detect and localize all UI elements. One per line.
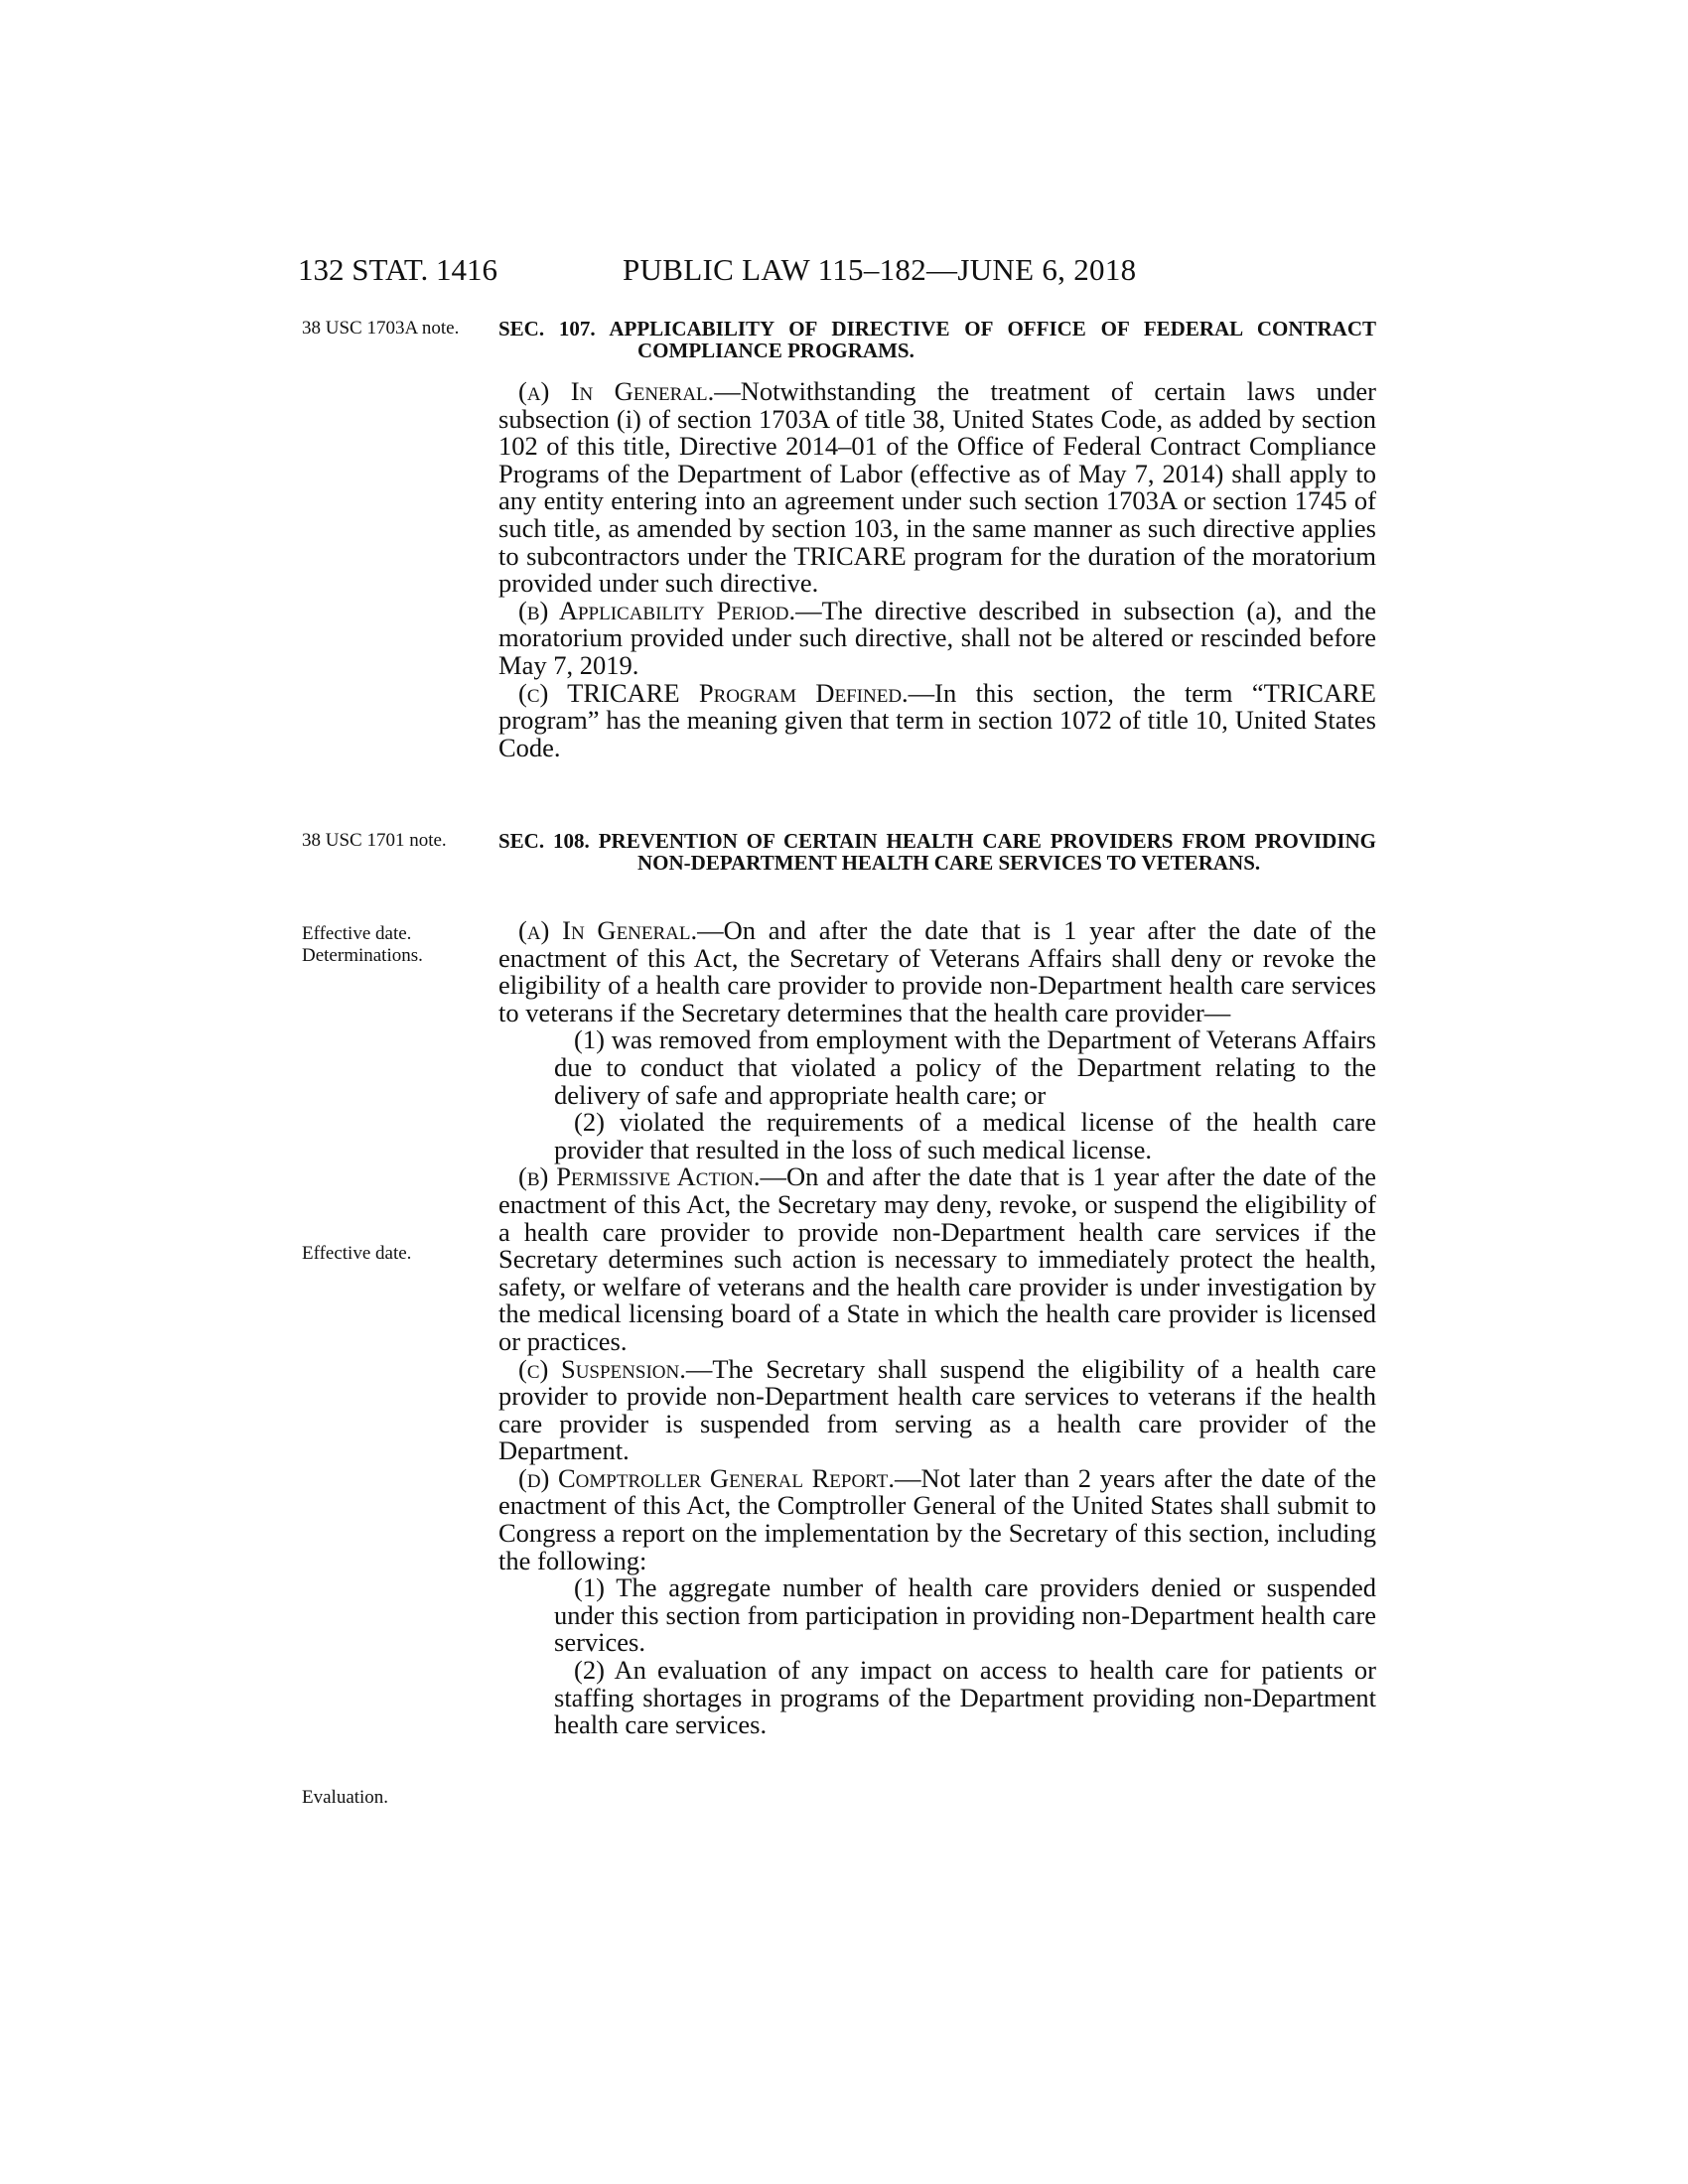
subsection-text: —The directive described in subsection (a), and the moratorium provided under such directive, shall not be altered or rescinded before May 7, 2019. xyxy=(498,595,1376,680)
public-law-title: PUBLIC LAW 115–182—JUNE 6, 2018 xyxy=(623,252,1137,287)
section-108-body xyxy=(498,917,1376,1739)
subsection-text: —Notwithstanding the treatment of certain laws under subsection (i) of section 1703A of title 38, United States Code, as added by section 102 of this title, Directive 2014–01 of the Office of Federal Contract Compliance Programs of the Department of Labor (effective as of May 7, 2014) shall apply to any entity entering into an agreement under such section 1703A or section 1745 of such title, as amended by section 103, in the same manner as such directive applies to subcontractors under the TRICARE program for the duration of the moratorium provided under such directive. xyxy=(498,376,1376,599)
subsection-heading: (a) In General. xyxy=(518,915,698,945)
section-108-a-paragraph-2: (2) violated the requirements of a medical license of the health care provider that resulted in the loss of such medical license. xyxy=(554,1107,1376,1164)
margin-note-effective-date: Effective date. xyxy=(302,923,412,944)
subsection-heading: (c) TRICARE Program Defined. xyxy=(518,677,909,708)
margin-note-usc-1701: 38 USC 1701 note. xyxy=(302,830,447,851)
margin-note-evaluation: Evaluation. xyxy=(302,1787,389,1808)
section-107-subsection-a xyxy=(498,378,1376,598)
subsection-heading: (b) Applicability Period. xyxy=(518,595,796,625)
section-107-body xyxy=(498,378,1376,761)
subsection-text: —Not later than 2 years after the date of the enactment of this Act, the Comptroller General of the United States shall submit to Congress a report on the implementation by the Secretary of this section, including the following: xyxy=(498,1462,1377,1575)
subsection-text: —On and after the date that is 1 year after the date of the enactment of this Act, the Secretary of Veterans Affairs shall deny or revoke the eligibility of a health care provider to provide non-Department health care services to veterans if the Secretary determines that the health care provider— xyxy=(498,915,1376,1027)
running-header xyxy=(298,250,1380,290)
section-108-d-paragraph-2: (2) An evaluation of any impact on access to health care for patients or staffing shortages in programs of the Department providing non-Department health care services. xyxy=(554,1655,1376,1740)
section-108-d-paragraph-1: (1) The aggregate number of health care providers denied or suspended under this section from participation in providing non-Department health care services. xyxy=(554,1572,1376,1658)
section-107-subsection-c xyxy=(498,677,1376,762)
section-107-subsection-b xyxy=(498,595,1376,680)
section-108-subsection-c xyxy=(498,1353,1376,1466)
section-108-subsection-b xyxy=(498,1163,1376,1355)
section-108-heading: SEC. 108. PREVENTION OF CERTAIN HEALTH CARE PROVIDERS FROM PROVIDING NON-DEPARTMENT HEALTH CARE SERVICES TO VETERANS. xyxy=(498,829,1376,875)
subsection-text: —On and after the date that is 1 year after the date of the enactment of this Act, the Secretary may deny, revoke, or suspend the eligibility of a health care provider to provide non-Department health care services if the Secretary determines such action is necessary to immediately protect the health, safety, or welfare of veterans and the health care provider is under investigation by the medical licensing board of a State in which the health care provider is licensed or practices. xyxy=(498,1161,1376,1356)
margin-note-effective-date-determinations xyxy=(302,923,471,967)
section-108-subsection-d xyxy=(498,1462,1377,1575)
statute-page-number: 132 STAT. 1416 xyxy=(298,252,498,287)
subsection-text: —In this section, the term “TRICARE program” has the meaning given that term in section 1072 of title 10, United States Code. xyxy=(498,677,1376,762)
margin-note-determinations: Determinations. xyxy=(302,945,423,966)
subsection-text: —The Secretary shall suspend the eligibility of a health care provider to provide non-Department health care services to veterans if the health care provider is suspended from serving as a health care provider of the Department. xyxy=(498,1353,1376,1466)
subsection-heading: (b) Permissive Action. xyxy=(518,1161,761,1192)
subsection-heading: (a) In General. xyxy=(518,376,715,406)
margin-note-effective-date-2: Effective date. xyxy=(302,1243,412,1264)
section-108-a-paragraph-1: (1) was removed from employment with the Department of Veterans Affairs due to conduct that violated a policy of the Department relating to the delivery of safe and appropriate health care; or xyxy=(554,1024,1376,1110)
section-107-heading: SEC. 107. APPLICABILITY OF DIRECTIVE OF OFFICE OF FEDERAL CONTRACT COMPLIANCE PROGRAMS. xyxy=(498,317,1376,362)
section-108-subsection-a xyxy=(498,917,1376,1026)
subsection-heading: (c) Suspension. xyxy=(518,1353,686,1384)
subsection-heading: (d) Comptroller General Report. xyxy=(518,1462,895,1493)
margin-note-usc-1703a: 38 USC 1703A note. xyxy=(302,318,460,339)
